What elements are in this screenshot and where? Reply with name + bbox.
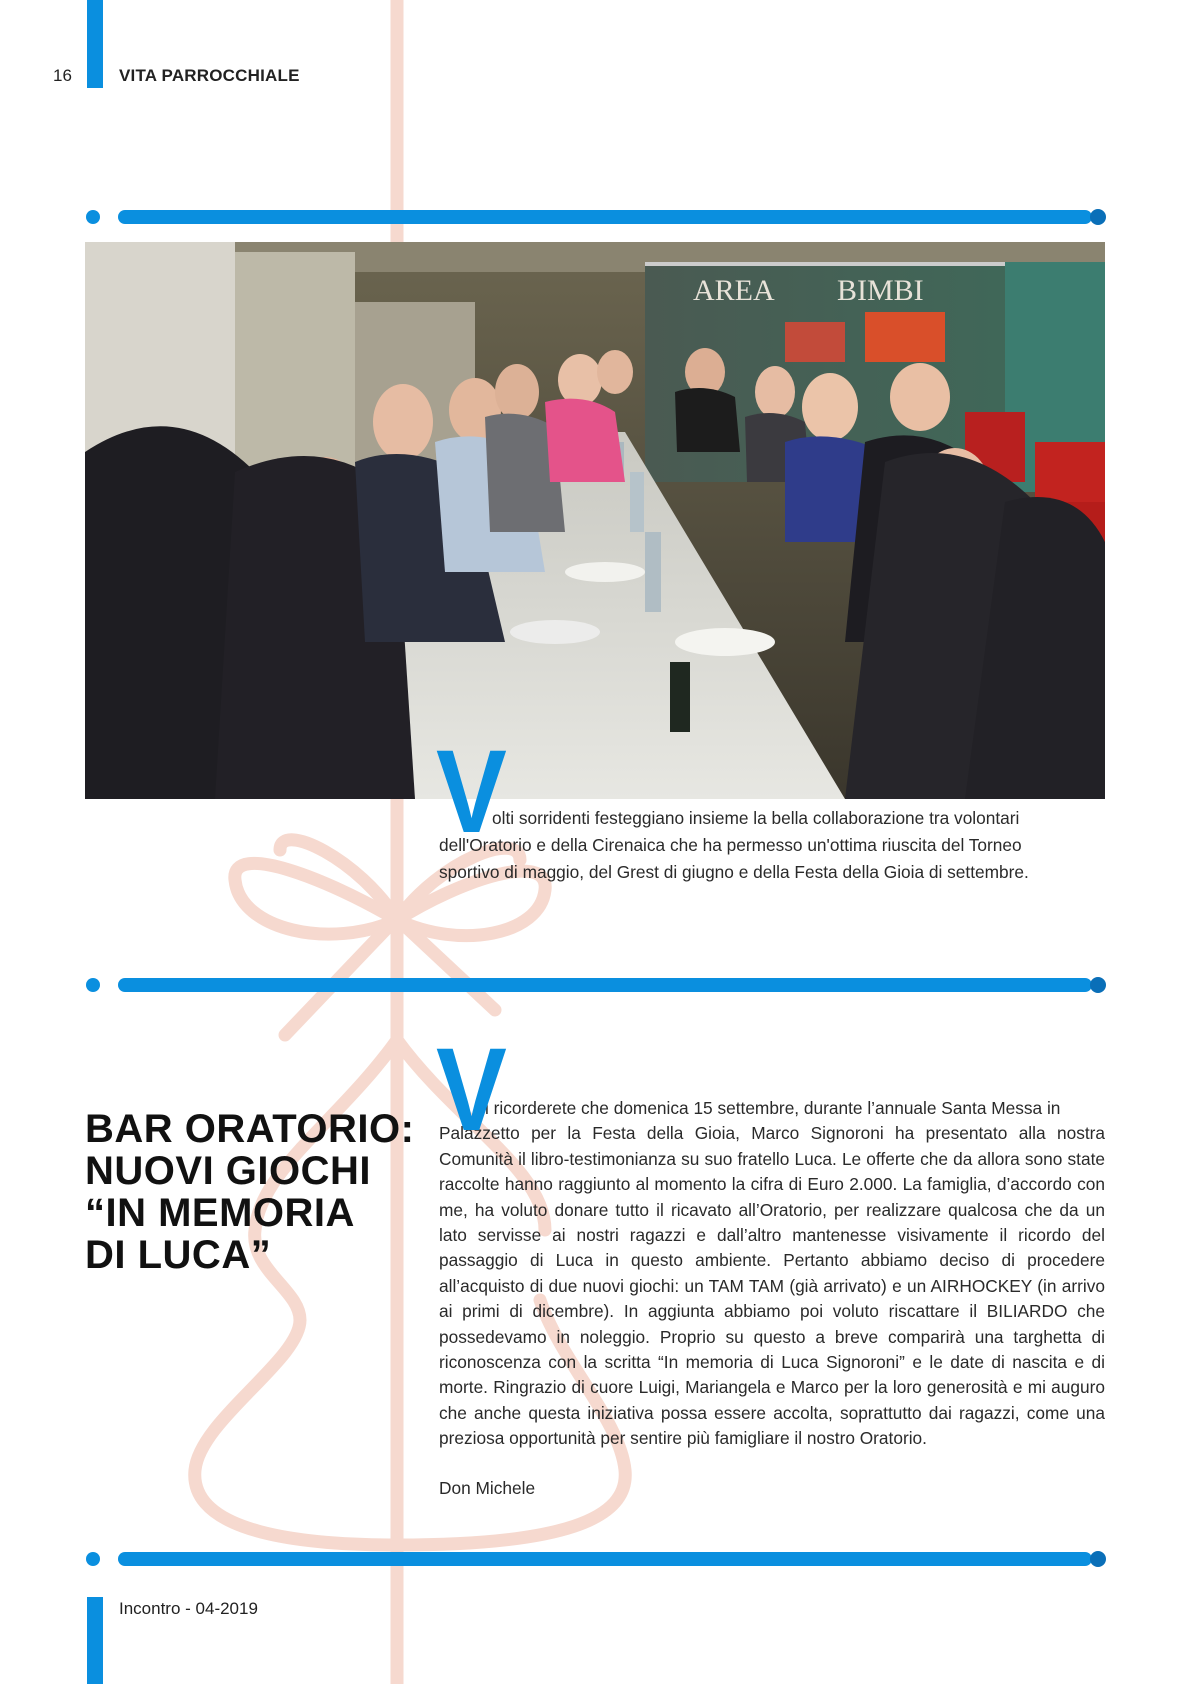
headline-line-2: NUOVI GIOCHI bbox=[85, 1149, 372, 1193]
headline-line-1: BAR ORATORIO: bbox=[85, 1107, 415, 1151]
page-number: 16 bbox=[53, 66, 72, 85]
article-body bbox=[439, 1096, 1105, 1452]
caption-text: olti sorridenti festeggiano insieme la bella collaborazione tra volontari dell'Oratorio e della Cirenaica che ha permesso un'ottima riuscita del Torneo sportivo di maggio, del Grest di giugno e della Festa della Gioia di settembre. bbox=[439, 808, 1029, 882]
photo-caption bbox=[439, 805, 1059, 886]
divider-middle bbox=[86, 978, 1106, 992]
article-signature: Don Michele bbox=[439, 1478, 536, 1498]
article-dropcap: V bbox=[436, 1024, 507, 1156]
group-photo bbox=[85, 242, 1105, 799]
section-title: VITA PARROCCHIALE bbox=[119, 66, 300, 85]
footer-accent-bar bbox=[87, 1597, 103, 1684]
headline-line-3: “IN MEMORIA bbox=[85, 1191, 355, 1235]
header-accent-bar bbox=[87, 0, 103, 88]
article-first-line: i ricorderete che domenica 15 settembre, durante l’annuale Santa Messa in bbox=[485, 1098, 1061, 1118]
article-body-text: Palazzetto per la Festa della Gioia, Marco Signoroni ha presentato alla nostra Comunità il libro-testimonianza su suo fratello Luca. Le offerte che da allora sono state raccolte hanno raggiunto al momento la cifra di Euro 2.000. La famiglia, d’accordo con me, ha voluto donare tutto il ricavato all’Oratorio, per realizzare qualcosa che da un lato servisse ai nostri ragazzi e dall’altro mantenesse visivamente il ricordo del passaggio di Luca in questo ambiente. Pertanto abbiamo deciso di procedere all’acquisto di due nuovi giochi: un TAM TAM (già arrivato) e un AIRHOCKEY (in arrivo ai primi di dicembre). In aggiunta abbiamo poi voluto riscattare il BILIARDO che possedevamo in noleggio. Proprio su questo a breve comparirà una targhetta di riconoscenza con la scritta “In memoria di Luca Signoroni” e le date di nascita e di morte. Ringrazio di cuore Luigi, Mariangela e Marco per la loro generosità e mi auguro che anche questa iniziativa possa essere accolta, soprattutto dai ragazzi, come una preziosa opportunità per sentire più famigliare il nostro Oratorio. bbox=[439, 1123, 1105, 1449]
footer-publication: Incontro - 04-2019 bbox=[119, 1599, 258, 1618]
divider-bottom bbox=[86, 1552, 1106, 1566]
caption-dropcap: V bbox=[436, 726, 507, 858]
photo-sign-bimbi: BIMBI bbox=[837, 274, 924, 307]
photo-sign-area: AREA bbox=[693, 274, 775, 307]
article-headline bbox=[85, 1108, 425, 1276]
headline-line-4: DI LUCA” bbox=[85, 1233, 272, 1277]
divider-top bbox=[86, 210, 1106, 224]
